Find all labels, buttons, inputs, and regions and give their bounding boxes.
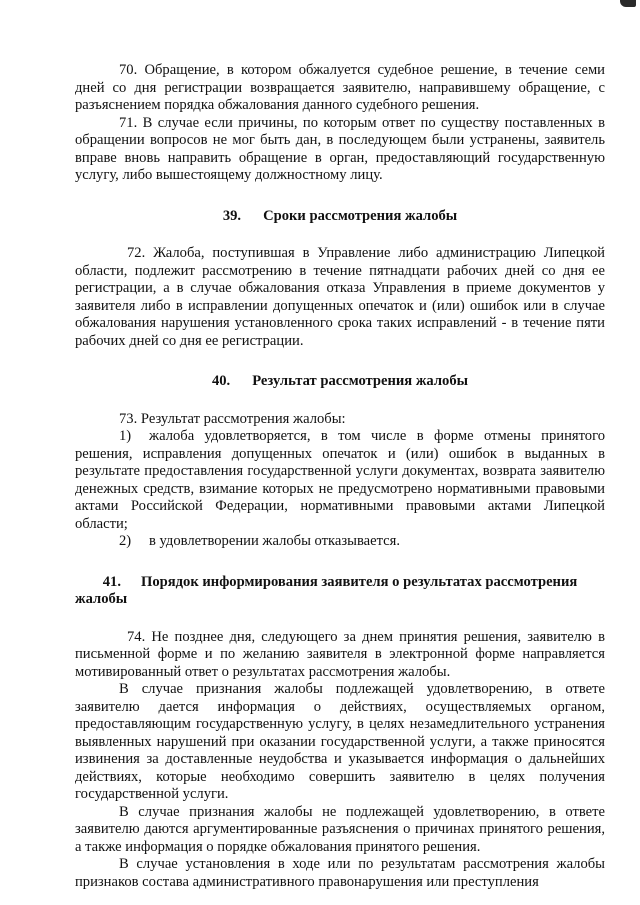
section-number: 41.: [102, 573, 121, 590]
section-heading-39: [75, 208, 605, 226]
list-number: 1): [119, 428, 132, 444]
list-text: жалоба удовлетворяется, в том числе в форме отмены принятого решения, исправления допущенных опечаток и (или) ошибок в выданных в результате предоставления государственной услуги документах, возврата заявителю денежных средств, взимание которых не предусмотрено нормативными правовыми актами Российской Федерации, нормативными правовыми актами Липецкой области;: [75, 428, 605, 532]
paragraph-70: 70. Обращение, в котором обжалуется судебное решение, в течение семи дней со дня регистрации возвращается заявителю, направившему обращение, с разъяснением порядка обжалования данного судебного решения.: [75, 62, 605, 113]
section-title: Сроки рассмотрения жалобы: [263, 207, 458, 224]
paragraph-74-a: В случае признания жалобы подлежащей удовлетворению, в ответе заявителю дается информация о действиях, осуществляемых органом, предоставляющим государственную услугу, в целях незамедлительного устранения выявленных нарушений при оказании государственной услуги, а также приносятся извинения за доставленные неудобства и указывается информация о дальнейших действиях, которые необходимо совершить заявителю в целях получения государственной услуги.: [75, 681, 605, 802]
document-body: [75, 62, 605, 891]
section-number: 39.: [222, 207, 242, 224]
paragraph-74-b: В случае признания жалобы не подлежащей удовлетворению, в ответе заявителю даются аргументированные разъяснения о причинах принятого решения, а также информация о порядке обжалования принятого решения.: [75, 803, 605, 855]
scan-artifact: [620, 0, 636, 7]
paragraph-74-c: В случае установления в ходе или по результатам рассмотрения жалобы признаков состава административного правонарушения или преступления: [75, 856, 605, 890]
paragraph-73: 73. Результат рассмотрения жалобы:: [119, 410, 346, 427]
section-number: 40.: [211, 373, 231, 389]
section-heading-41: [75, 574, 605, 609]
list-item-73-2: [75, 533, 605, 551]
paragraph-71: 71. В случае если причины, по которым ответ по существу поставленных в обращении вопросов не мог быть дан, в последующем были устранены, заявитель вправе вновь направить обращение в орган, предоставляющий государственную услугу, либо вышестоящему должностному лицу.: [75, 114, 605, 183]
section-title: Результат рассмотрения жалобы: [252, 373, 469, 389]
list-item-73-1: [75, 428, 605, 533]
section-title: Порядок информирования заявителя о результатах рассмотрения жалобы: [75, 573, 578, 607]
paragraph-72: 72. Жалоба, поступившая в Управление либо администрацию Липецкой области, подлежит рассмотрению в течение пятнадцати рабочих дней со дня ее регистрации, а в случае обжалования отказа Управления в приеме документов у заявителя либо в исправлении допущенных опечаток и (или) ошибок или в случае обжалования нарушения установленного срока таких исправлений - в течение пяти рабочих дней со дня ее регистрации.: [75, 245, 605, 349]
paragraph-74: 74. Не позднее дня, следующего за днем принятия решения, заявителю в письменной форме и по желанию заявителя в электронной форме направляется мотивированный ответ о результатах рассмотрения жалобы.: [75, 628, 605, 680]
list-text: в удовлетворении жалобы отказывается.: [149, 533, 401, 549]
list-number: 2): [119, 533, 132, 549]
section-heading-40: [75, 373, 605, 391]
